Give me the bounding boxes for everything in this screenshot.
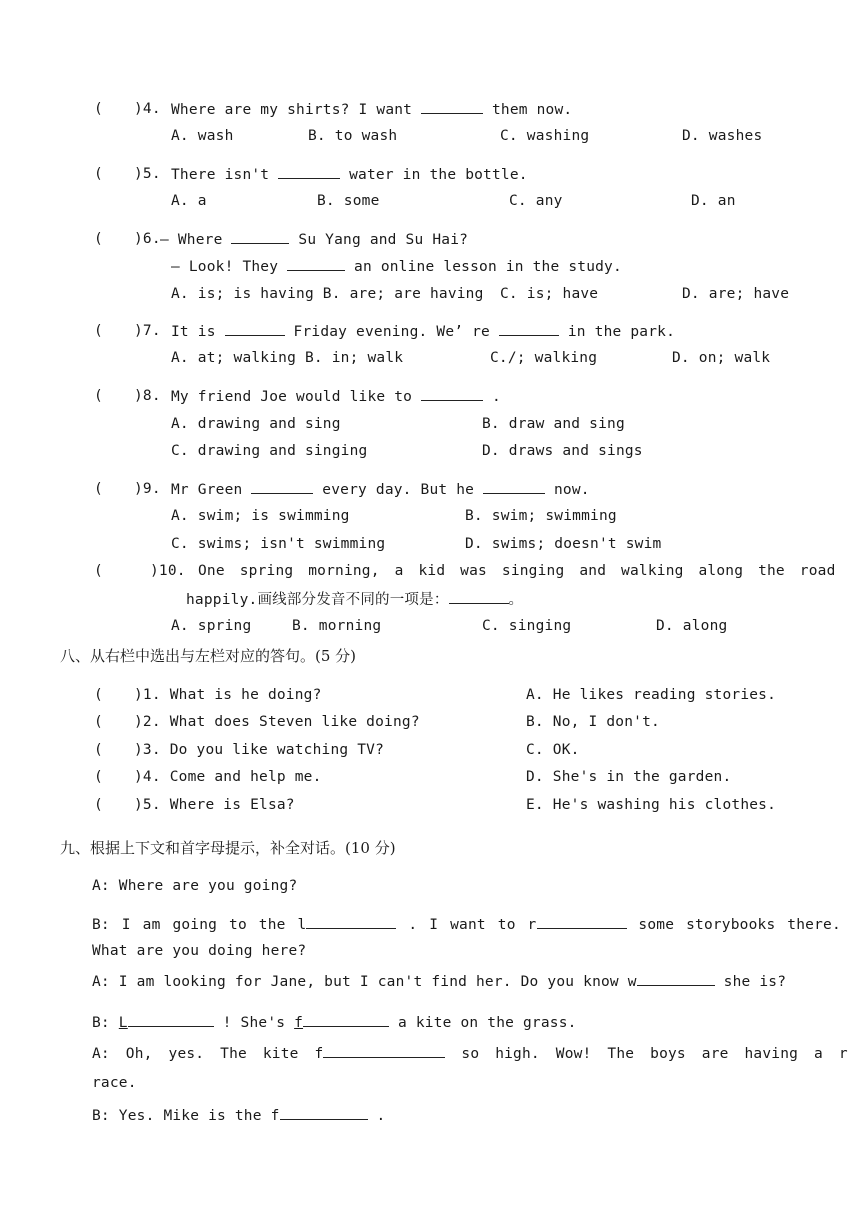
blank[interactable]: [483, 479, 545, 494]
blank[interactable]: [323, 1043, 445, 1058]
blank[interactable]: [251, 479, 313, 494]
option-c: C. is; have: [500, 286, 599, 302]
question-number: )8.: [134, 388, 161, 404]
question-number: )5.: [134, 166, 161, 182]
question-number: )6.: [134, 231, 161, 247]
dialogue-line: B: L ! She's f a kite on the grass.: [92, 1012, 577, 1033]
question-stem: There isn't water in the bottle.: [171, 164, 528, 185]
option-d: D. swims; doesn't swim: [465, 536, 662, 552]
option-d: D. along: [656, 618, 728, 634]
option-c: C. washing: [500, 128, 590, 144]
answer-paren[interactable]: (: [94, 714, 103, 730]
option-ab: A. at; walking B. in; walk: [171, 350, 404, 366]
blank[interactable]: [128, 1012, 214, 1027]
dialogue-line: race.: [92, 1075, 137, 1091]
blank[interactable]: [499, 321, 559, 336]
option-d: D. are; have: [682, 286, 790, 302]
dialogue-line: What are you doing here?: [92, 943, 307, 959]
right-item: D. She's in the garden.: [526, 769, 732, 785]
answer-paren[interactable]: (: [94, 388, 103, 404]
blank[interactable]: [637, 971, 715, 986]
question-number: )9.: [134, 481, 161, 497]
blank[interactable]: [287, 256, 345, 271]
section-9-title: 九、根据上下文和首字母提示，补全对话。(10 分): [60, 839, 396, 857]
left-item: )1. What is he doing?: [134, 687, 322, 703]
question-stem: It is Friday evening. We’ re in the park.: [171, 321, 675, 342]
option-a: A. wash: [171, 128, 234, 144]
left-item: )2. What does Steven like doing?: [134, 714, 420, 730]
right-item: E. He's washing his clothes.: [526, 797, 777, 813]
dialogue-line: A: Where are you going?: [92, 878, 298, 894]
question-stem-2: — Look! They an online lesson in the study.: [171, 256, 622, 277]
question-stem: One spring morning, a kid was singing and walking along the road: [198, 563, 836, 579]
answer-paren[interactable]: (: [94, 231, 103, 247]
dialogue-line: B: I am going to the l . I want to r some storybooks there.: [92, 914, 841, 935]
option-d: D. an: [691, 193, 736, 209]
blank[interactable]: [231, 229, 289, 244]
dialogue-line: A: I am looking for Jane, but I can't find her. Do you know w she is?: [92, 971, 786, 992]
dialogue-line: B: Yes. Mike is the f .: [92, 1105, 385, 1126]
blank[interactable]: [421, 99, 483, 114]
blank[interactable]: [278, 164, 340, 179]
question-number: )10.: [150, 563, 186, 579]
right-item: A. He likes reading stories.: [526, 687, 777, 703]
option-b: B. swim; swimming: [465, 508, 617, 524]
answer-paren[interactable]: (: [94, 166, 103, 182]
question-number: )7.: [134, 323, 161, 339]
option-b: B. draw and sing: [482, 416, 625, 432]
answer-paren[interactable]: (: [94, 563, 103, 579]
option-b: B. some: [317, 193, 380, 209]
answer-paren[interactable]: (: [94, 742, 103, 758]
question-stem: — Where Su Yang and Su Hai?: [160, 229, 468, 250]
option-d: D. washes: [682, 128, 763, 144]
question-stem: Where are my shirts? I want them now.: [171, 99, 572, 120]
question-stem-2: happily.画线部分发音不同的一项是： 。: [186, 589, 523, 610]
answer-paren[interactable]: (: [94, 687, 103, 703]
blank[interactable]: [303, 1012, 389, 1027]
question-number: )4.: [134, 101, 161, 117]
blank[interactable]: [306, 914, 396, 929]
left-item: )4. Come and help me.: [134, 769, 322, 785]
blank[interactable]: [537, 914, 627, 929]
right-item: B. No, I don't.: [526, 714, 660, 730]
answer-paren[interactable]: (: [94, 797, 103, 813]
blank[interactable]: [421, 386, 483, 401]
blank[interactable]: [449, 589, 509, 604]
blank[interactable]: [280, 1105, 368, 1120]
answer-paren[interactable]: (: [94, 323, 103, 339]
answer-paren[interactable]: (: [94, 769, 103, 785]
option-d: D. draws and sings: [482, 443, 643, 459]
option-a: A. a: [171, 193, 207, 209]
option-a: A. swim; is swimming: [171, 508, 350, 524]
option-c: C. drawing and singing: [171, 443, 368, 459]
option-c: C. singing: [482, 618, 572, 634]
left-item: )5. Where is Elsa?: [134, 797, 295, 813]
answer-paren[interactable]: (: [94, 101, 103, 117]
option-a: A. spring: [171, 618, 252, 634]
left-item: )3. Do you like watching TV?: [134, 742, 385, 758]
answer-paren[interactable]: (: [94, 481, 103, 497]
option-c: C. swims; isn't swimming: [171, 536, 386, 552]
option-c: C./; walking: [490, 350, 598, 366]
option-b: B. morning: [292, 618, 382, 634]
option-b: B. to wash: [308, 128, 398, 144]
option-a: A. drawing and sing: [171, 416, 341, 432]
blank[interactable]: [225, 321, 285, 336]
dialogue-line: A: Oh, yes. The kite f so high. Wow! The boys are having a r: [92, 1043, 848, 1064]
option-d: D. on; walk: [672, 350, 771, 366]
section-8-title: 八、从右栏中选出与左栏对应的答句。(5 分): [60, 647, 357, 665]
option-ab: A. is; is having B. are; are having: [171, 286, 484, 302]
question-stem: Mr Green every day. But he now.: [171, 479, 590, 500]
right-item: C. OK.: [526, 742, 580, 758]
option-c: C. any: [509, 193, 563, 209]
question-stem: My friend Joe would like to .: [171, 386, 501, 407]
